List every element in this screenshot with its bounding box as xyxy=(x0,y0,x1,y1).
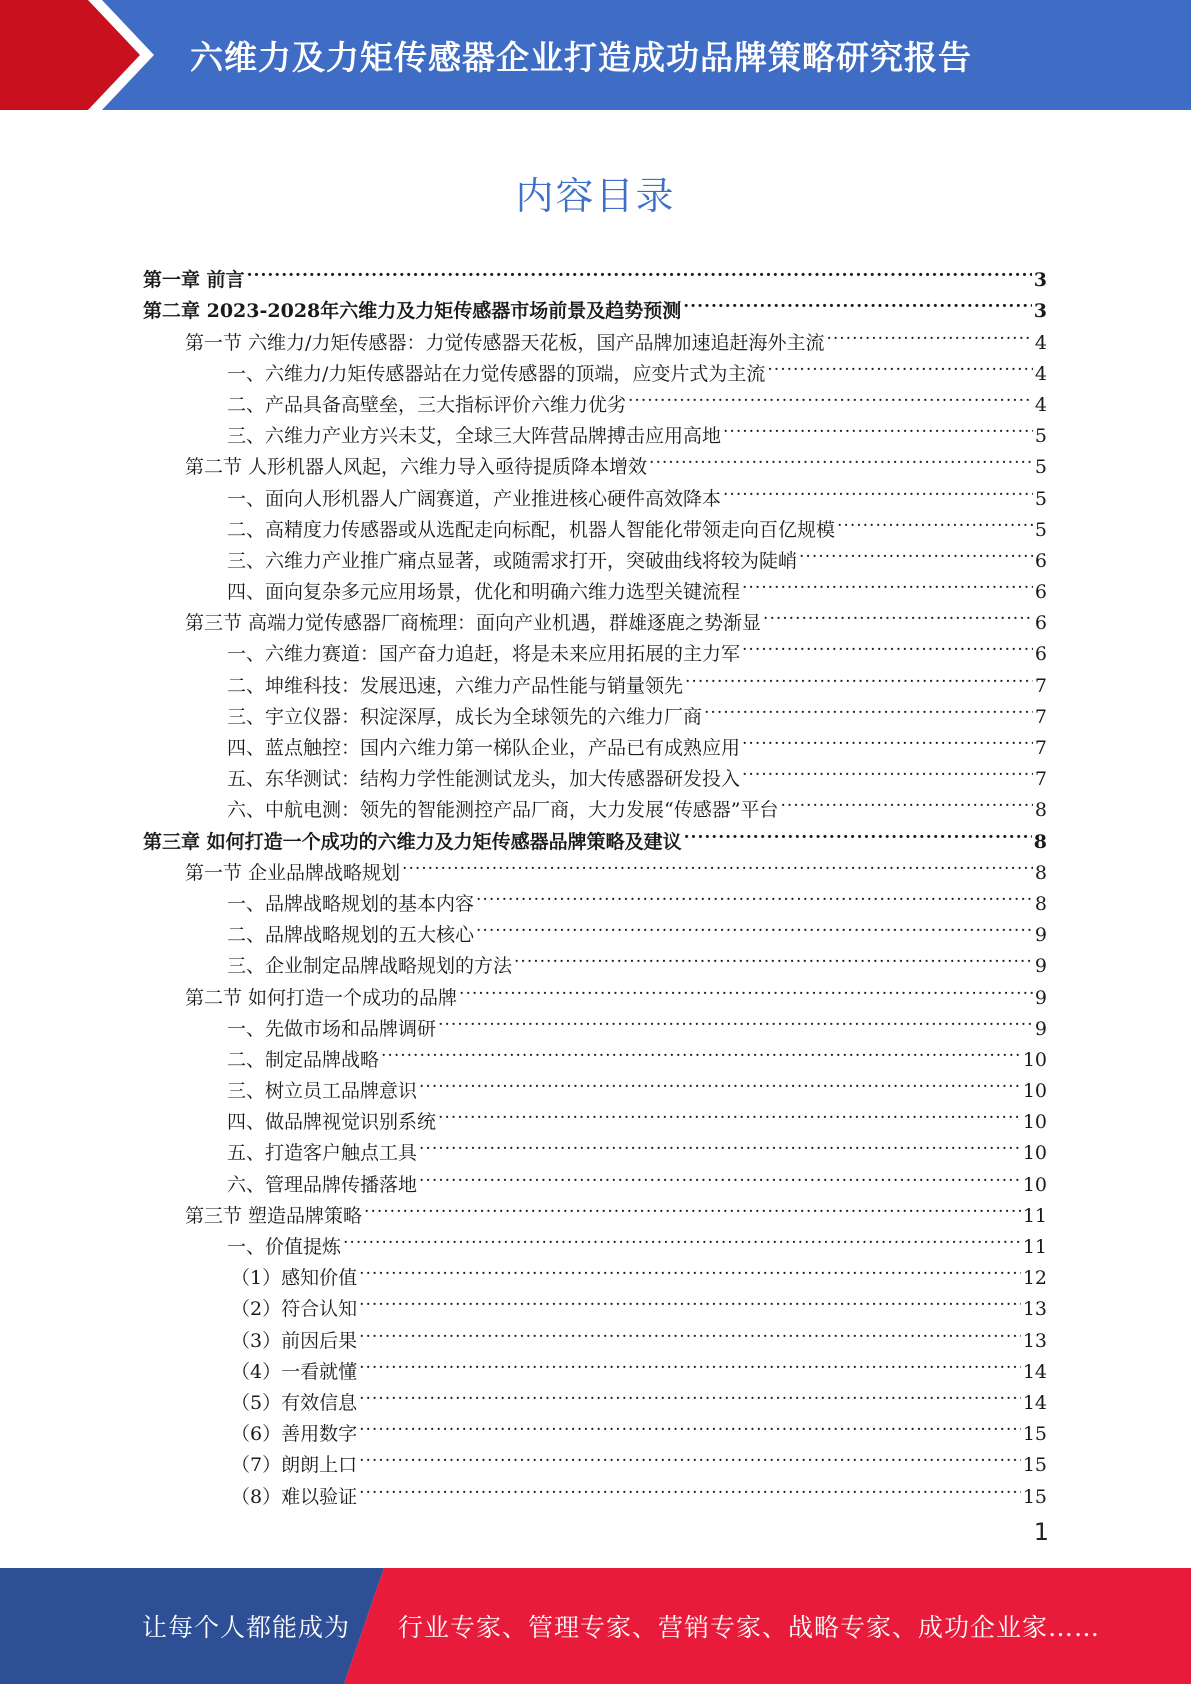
toc-entry-page: 3 xyxy=(1033,300,1047,323)
toc-entry-page: 15 xyxy=(1022,1454,1047,1477)
toc-entry-chapter[interactable] xyxy=(143,286,1047,323)
toc-entry-label: 二、坤维科技：发展迅速，六维力产品性能与销量领先 xyxy=(227,674,684,697)
toc-entry-page: 13 xyxy=(1022,1329,1047,1352)
toc-dot-leader xyxy=(364,1191,1021,1222)
toc-dot-leader xyxy=(359,1409,1021,1440)
toc-dot-leader xyxy=(359,1471,1021,1502)
toc-entry-page: 15 xyxy=(1022,1485,1047,1508)
toc-entry-page: 14 xyxy=(1022,1360,1047,1383)
toc-entry-chapter[interactable] xyxy=(143,255,1047,292)
toc-entry-label: 一、六维力/力矩传感器站在力觉传感器的顶端，应变片式为主流 xyxy=(227,362,766,385)
toc-dot-leader xyxy=(514,941,1033,972)
toc-entry-label: 第二节 人形机器人风起，六维力导入亟待提质降本增效 xyxy=(185,456,648,479)
toc-dot-leader xyxy=(438,1004,1033,1035)
toc-entry-label: 六、中航电测：领先的智能测控产品厂商，大力发展“传感器”平台 xyxy=(227,799,779,822)
toc-entry-page: 12 xyxy=(1022,1267,1047,1290)
toc-dot-leader xyxy=(359,1347,1021,1378)
toc-dot-leader xyxy=(767,349,1033,380)
toc-dot-leader xyxy=(359,1315,1021,1346)
header-banner xyxy=(0,0,1191,110)
toc-dot-leader xyxy=(742,723,1033,754)
toc-entry-page: 8 xyxy=(1034,892,1047,915)
toc-dot-leader xyxy=(359,1378,1021,1409)
toc-dot-leader xyxy=(683,286,1032,317)
toc-entry-label: 第三章 如何打造一个成功的六维力及力矩传感器品牌策略及建议 xyxy=(143,830,682,853)
toc-entry-page: 8 xyxy=(1033,830,1047,853)
toc-dot-leader xyxy=(476,910,1033,941)
toc-entry-label: 二、制定品牌战略 xyxy=(227,1048,380,1071)
toc-dot-leader xyxy=(359,1253,1021,1284)
toc-dot-leader xyxy=(247,255,1032,286)
footer-slogan-right: 行业专家、管理专家、营销专家、战略专家、成功企业家…… xyxy=(398,1613,1101,1642)
toc-entry-page: 7 xyxy=(1034,737,1047,759)
toc-entry-page: 7 xyxy=(1034,705,1047,728)
toc-dot-leader xyxy=(438,1097,1021,1128)
toc-entry-page: 7 xyxy=(1034,768,1047,791)
toc-entry-label: 第一节 企业品牌战略规划 xyxy=(185,861,401,884)
toc-entry-label: 一、价值提炼 xyxy=(227,1236,342,1258)
toc-entry-label: 三、六维力产业方兴未艾，全球三大阵营品牌搏击应用高地 xyxy=(227,425,722,448)
toc-entry-label: （4）一看就懂 xyxy=(231,1360,358,1383)
table-of-contents xyxy=(143,255,1047,1508)
toc-entry-label: 第二章 2023-2028年六维力及力矩传感器市场前景及趋势预测 xyxy=(143,300,682,323)
toc-entry-page: 14 xyxy=(1022,1391,1047,1414)
toc-entry-page: 13 xyxy=(1022,1298,1047,1321)
toc-entry-page: 11 xyxy=(1022,1204,1047,1227)
footer-banner xyxy=(0,1568,1191,1684)
toc-entry-label: 三、树立员工品牌意识 xyxy=(227,1080,418,1103)
toc-entry-label: 第三节 塑造品牌策略 xyxy=(185,1204,363,1227)
toc-entry-page: 6 xyxy=(1034,549,1047,572)
header-arrow-red xyxy=(0,0,140,110)
toc-entry-page: 15 xyxy=(1022,1423,1047,1446)
toc-entry-label: （1）感知价值 xyxy=(231,1267,358,1290)
toc-dot-leader xyxy=(359,1440,1021,1471)
toc-dot-leader xyxy=(419,1159,1021,1190)
toc-entry-label: 四、做品牌视觉识别系统 xyxy=(227,1111,437,1134)
toc-entry-label: （2）符合认知 xyxy=(231,1298,358,1321)
toc-entry-page: 4 xyxy=(1034,362,1047,385)
toc-entry-page: 9 xyxy=(1034,986,1047,1009)
toc-entry-label: 第三节 高端力觉传感器厂商梳理：面向产业机遇，群雄逐鹿之势渐显 xyxy=(185,612,762,635)
toc-entry-label: 第一章 前言 xyxy=(143,269,245,292)
footer-slogan-left: 让每个人都能成为 xyxy=(142,1613,351,1642)
toc-entry-page: 10 xyxy=(1022,1173,1047,1196)
toc-entry-label: 第二节 如何打造一个成功的品牌 xyxy=(185,986,458,1009)
toc-dot-leader xyxy=(402,848,1033,879)
toc-entry-page: 10 xyxy=(1022,1111,1047,1134)
toc-dot-leader xyxy=(419,1066,1021,1097)
toc-dot-leader xyxy=(685,660,1033,691)
toc-entry-label: 二、高精度力传感器或从选配走向标配，机器人智能化带领走向百亿规模 xyxy=(227,518,836,541)
toc-entry-label: 一、先做市场和品牌调研 xyxy=(227,1017,437,1040)
toc-entry-label: 五、打造客户触点工具 xyxy=(227,1142,418,1165)
toc-entry-page: 8 xyxy=(1034,861,1047,884)
toc-dot-leader xyxy=(742,754,1033,785)
toc-entry-page: 5 xyxy=(1034,518,1047,541)
toc-entry-page: 9 xyxy=(1034,924,1047,947)
toc-entry-label: 五、东华测试：结构力学性能测试龙头，加大传感器研发投入 xyxy=(227,768,741,791)
toc-entry-page: 9 xyxy=(1034,1017,1047,1040)
toc-dot-leader xyxy=(780,785,1032,816)
toc-entry-label: 四、面向复杂多元应用场景，优化和明确六维力选型关键流程 xyxy=(227,581,741,604)
toc-entry-label: （5）有效信息 xyxy=(231,1391,358,1414)
toc-entry-page: 4 xyxy=(1034,393,1047,416)
toc-entry-page: 6 xyxy=(1034,581,1047,604)
toc-entry-label: 一、六维力赛道：国产奋力追赶，将是未来应用拓展的主力军 xyxy=(227,643,741,666)
toc-entry-page: 6 xyxy=(1034,612,1047,635)
toc-entry-page: 10 xyxy=(1022,1142,1047,1165)
toc-entry-label: 六、管理品牌传播落地 xyxy=(227,1173,418,1196)
toc-entry-page: 7 xyxy=(1034,674,1047,697)
header-title: 六维力及力矩传感器企业打造成功品牌策略研究报告 xyxy=(190,37,972,77)
toc-entry-page: 4 xyxy=(1034,331,1047,354)
toc-dot-leader xyxy=(742,567,1033,598)
toc-dot-leader xyxy=(742,629,1033,660)
toc-dot-leader xyxy=(826,317,1032,348)
toc-dot-leader xyxy=(649,442,1033,473)
toc-entry-label: （6）善用数字 xyxy=(231,1423,358,1446)
toc-entry-label: 二、品牌战略规划的五大核心 xyxy=(227,924,475,947)
toc-entry-label: 三、宇立仪器：积淀深厚，成长为全球领先的六维力厂商 xyxy=(227,705,703,728)
toc-entry-label: 一、面向人形机器人广阔赛道，产业推进核心硬件高效降本 xyxy=(227,487,722,510)
toc-dot-leader xyxy=(837,505,1033,536)
toc-entry-label: 一、品牌战略规划的基本内容 xyxy=(227,892,475,915)
toc-dot-leader xyxy=(704,692,1033,723)
toc-dot-leader xyxy=(723,473,1033,504)
toc-dot-leader xyxy=(628,380,1033,411)
toc-entry-page: 5 xyxy=(1034,425,1047,448)
toc-dot-leader xyxy=(359,1284,1021,1315)
toc-entry-page: 8 xyxy=(1034,799,1047,822)
toc-title: 内容目录 xyxy=(515,174,676,218)
toc-dot-leader xyxy=(799,536,1033,567)
toc-entry-label: 四、蓝点触控：国内六维力第一梯队企业，产品已有成熟应用 xyxy=(227,737,741,759)
toc-entry-label: （3）前因后果 xyxy=(231,1329,358,1352)
toc-entry-page: 10 xyxy=(1022,1048,1047,1071)
toc-dot-leader xyxy=(763,598,1033,629)
toc-entry-page: 5 xyxy=(1034,456,1047,479)
toc-entry-page: 6 xyxy=(1034,643,1047,666)
toc-entry-label: （7）朗朗上口 xyxy=(231,1454,358,1477)
toc-entry-page: 5 xyxy=(1034,487,1047,510)
toc-entry-label: （8）难以验证 xyxy=(231,1485,358,1508)
toc-entry-page: 3 xyxy=(1033,269,1047,292)
toc-entry-page: 10 xyxy=(1022,1080,1047,1103)
toc-entry-label: 三、六维力产业推广痛点显著，或随需求打开，突破曲线将较为陡峭 xyxy=(227,549,798,572)
toc-dot-leader xyxy=(343,1222,1021,1253)
toc-entry-label: 二、产品具备高壁垒，三大指标评价六维力优劣 xyxy=(227,393,627,416)
page-number: 1 xyxy=(1033,1518,1049,1546)
toc-dot-leader xyxy=(723,411,1033,442)
toc-dot-leader xyxy=(381,1035,1021,1066)
toc-dot-leader xyxy=(476,879,1033,910)
toc-dot-leader xyxy=(459,972,1033,1003)
toc-dot-leader xyxy=(419,1128,1021,1159)
toc-dot-leader xyxy=(684,816,1032,847)
toc-entry-page: 11 xyxy=(1022,1236,1047,1258)
toc-entry-page: 9 xyxy=(1034,955,1047,978)
toc-entry-label: 三、企业制定品牌战略规划的方法 xyxy=(227,955,513,978)
toc-entry-label: 第一节 六维力/力矩传感器：力觉传感器天花板，国产品牌加速追赶海外主流 xyxy=(185,331,825,354)
